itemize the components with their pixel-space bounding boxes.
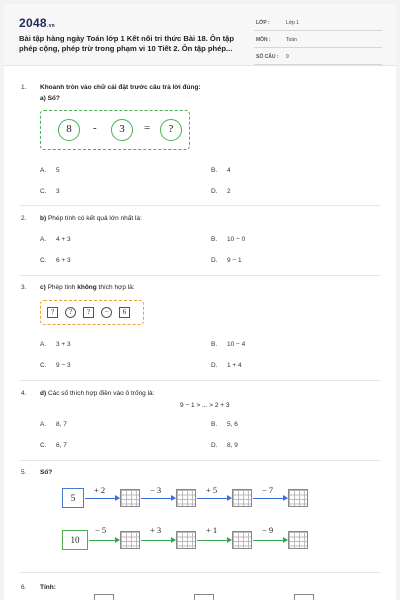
question-number: 2. — [21, 215, 27, 222]
option-a[interactable]: A. 5 — [40, 167, 60, 174]
option-c[interactable]: C. 6 + 3 — [40, 257, 71, 264]
answer-grid[interactable] — [120, 489, 140, 507]
answer-grid[interactable] — [176, 489, 196, 507]
question-text: c) Phép tính không thích hợp là: — [40, 284, 135, 291]
question-text: Số? — [40, 469, 53, 476]
meta-class: LỚP : Lớp 1 — [254, 16, 382, 31]
option-d[interactable]: D. 9 − 1 — [211, 257, 242, 264]
chain-operation: + 5 — [206, 485, 218, 495]
expression-box — [40, 110, 190, 150]
answer-grid[interactable] — [120, 531, 140, 549]
chain-operation: + 2 — [94, 485, 106, 495]
answer-box[interactable] — [94, 594, 114, 600]
arrow-right-icon — [141, 498, 175, 499]
number-circle: 3 — [111, 119, 133, 141]
answer-grid[interactable] — [232, 531, 252, 549]
question-number: 4. — [21, 390, 27, 397]
tile: 6 — [119, 307, 130, 318]
option-a[interactable]: A. 3 + 3 — [40, 341, 71, 348]
meta-subject: MÔN : Toán — [254, 33, 382, 48]
chain-start-number: 10 — [62, 530, 88, 550]
arrow-right-icon — [253, 540, 287, 541]
chain-operation: − 3 — [150, 485, 162, 495]
chain-operation: + 3 — [150, 525, 162, 535]
equals-sign: = — [144, 122, 151, 134]
question-number: 5. — [21, 469, 27, 476]
question-number: 6. — [21, 584, 27, 591]
arrow-right-icon — [89, 540, 119, 541]
answer-grid[interactable] — [176, 531, 196, 549]
option-a[interactable]: A. 8, 7 — [40, 421, 67, 428]
tile: ? — [47, 307, 58, 318]
operator: - — [93, 122, 97, 134]
logo[interactable]: 2048.vn — [19, 16, 56, 30]
answer-grid[interactable] — [232, 489, 252, 507]
option-b[interactable]: B. 10 − 0 — [211, 236, 246, 243]
option-a[interactable]: A. 4 + 3 — [40, 236, 71, 243]
answer-grid[interactable] — [288, 489, 308, 507]
tile-circle: − — [101, 307, 112, 318]
divider — [19, 380, 381, 381]
arrow-right-icon — [197, 498, 231, 499]
question-number: 3. — [21, 284, 27, 291]
option-b[interactable]: B. 4 — [211, 167, 231, 174]
chain-operation: − 5 — [95, 525, 107, 535]
meta-info — [254, 16, 382, 67]
question-instruction: Khoanh tròn vào chữ cái đặt trước câu trả lời đúng: — [40, 84, 201, 91]
arrow-right-icon — [197, 540, 231, 541]
arrow-right-icon — [253, 498, 287, 499]
option-d[interactable]: D. 2 — [211, 188, 231, 195]
number-circle: 8 — [58, 119, 80, 141]
answer-box[interactable] — [194, 594, 214, 600]
question-number: 1. — [21, 84, 27, 91]
chain-operation: − 7 — [262, 485, 274, 495]
arrow-right-icon — [85, 498, 119, 499]
arrow-right-icon — [141, 540, 175, 541]
divider — [19, 205, 381, 206]
option-c[interactable]: C. 9 − 3 — [40, 362, 71, 369]
option-c[interactable]: C. 3 — [40, 188, 60, 195]
question-sub: a) Số? — [40, 95, 60, 102]
question-text: Tính: — [40, 584, 56, 591]
chain-operation: + 1 — [206, 525, 218, 535]
worksheet-header — [4, 4, 396, 66]
inequality-expression: 9 − 1 > ... > 2 + 3 — [180, 402, 230, 409]
question-text: d) Các số thích hợp điền vào ô trống là: — [40, 390, 155, 397]
worksheet-title: Bài tập hàng ngày Toán lớp 1 Kết nối tri thức Bài 18. Ôn tập phép cộng, phép trừ trong phạm vi 10 Tiết 2. Ôn tập phép... — [19, 34, 234, 53]
option-b[interactable]: B. 10 − 4 — [211, 341, 246, 348]
answer-box[interactable] — [294, 594, 314, 600]
tile-circle: ? — [65, 307, 76, 318]
chain-start-number: 5 — [62, 488, 84, 508]
option-d[interactable]: D. 8, 9 — [211, 442, 238, 449]
divider — [19, 460, 381, 461]
option-c[interactable]: C. 6, 7 — [40, 442, 67, 449]
divider — [19, 572, 381, 573]
option-b[interactable]: B. 5, 6 — [211, 421, 238, 428]
worksheet-page — [4, 4, 396, 600]
tile: ? — [83, 307, 94, 318]
divider — [19, 275, 381, 276]
chain-operation: − 9 — [262, 525, 274, 535]
answer-circle: ? — [160, 119, 182, 141]
answer-grid[interactable] — [288, 531, 308, 549]
meta-question-count: SỐ CÂU : 9 — [254, 50, 382, 65]
option-d[interactable]: D. 1 + 4 — [211, 362, 242, 369]
tiles-box — [40, 300, 144, 325]
question-text: b) Phép tính có kết quả lớn nhất là: — [40, 215, 142, 222]
